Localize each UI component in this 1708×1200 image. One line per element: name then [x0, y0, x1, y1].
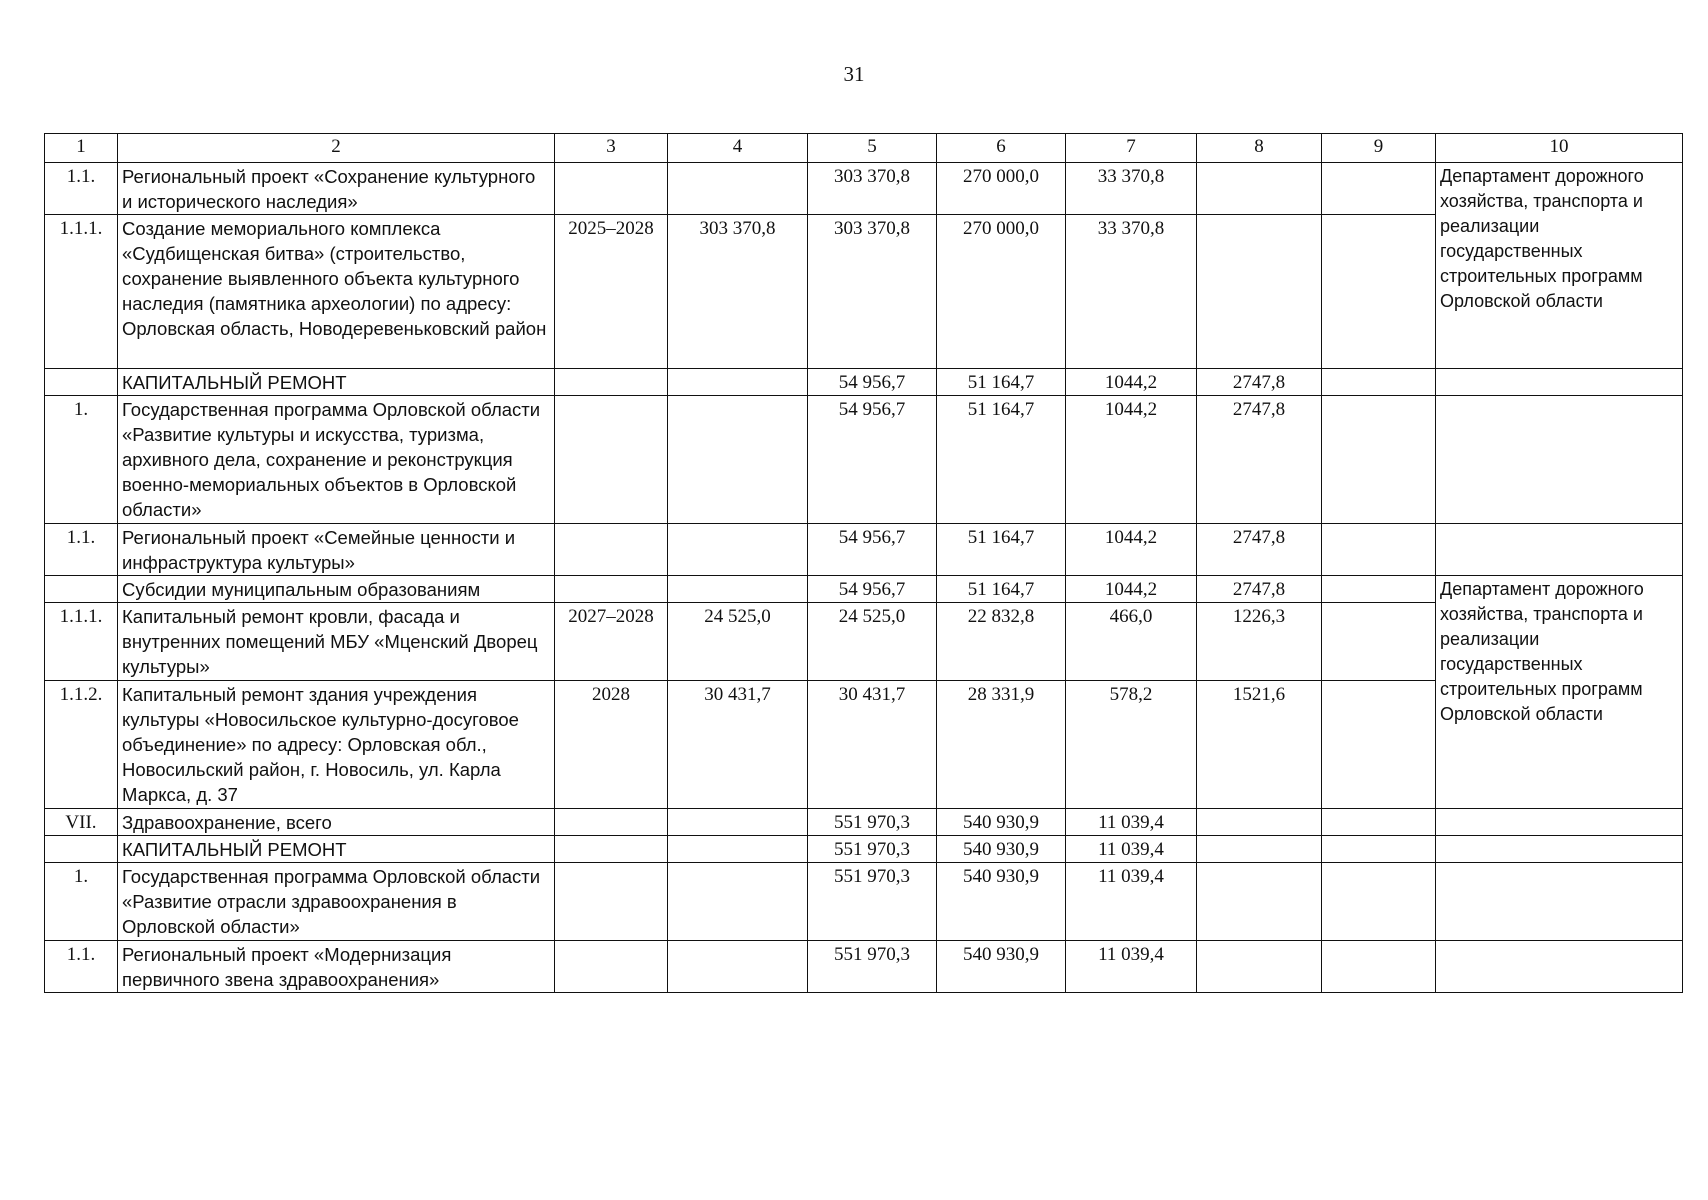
row-total: 54 956,7 [808, 396, 937, 524]
row-period [555, 524, 668, 576]
row-number: 1.1.1. [45, 215, 118, 369]
row-total: 54 956,7 [808, 369, 937, 396]
row-cost [668, 369, 808, 396]
table-row [45, 836, 1683, 863]
row-federal: 540 930,9 [937, 863, 1066, 941]
row-other [1322, 681, 1436, 809]
row-name: Региональный проект «Семейные ценности и инфраструктура культуры» [118, 524, 555, 576]
header-cell: 5 [808, 134, 937, 163]
header-cell: 8 [1197, 134, 1322, 163]
row-name: Капитальный ремонт кровли, фасада и внутренних помещений МБУ «Мценский Дворец культуры» [118, 603, 555, 681]
row-federal: 540 930,9 [937, 809, 1066, 836]
header-cell: 9 [1322, 134, 1436, 163]
row-regional: 11 039,4 [1066, 809, 1197, 836]
row-cost [668, 809, 808, 836]
row-name: Государственная программа Орловской области «Развитие культуры и искусства, туризма, архивного дела, сохранение и реконструкция военно-мемориальных объектов в Орловской области» [118, 396, 555, 524]
responsible-department [1436, 941, 1683, 993]
row-municipal [1197, 836, 1322, 863]
table-row [45, 576, 1683, 603]
row-number: 1.1. [45, 163, 118, 215]
row-cost [668, 576, 808, 603]
row-name: Региональный проект «Сохранение культурного и исторического наследия» [118, 163, 555, 215]
page-number: 31 [843, 62, 865, 86]
row-total: 30 431,7 [808, 681, 937, 809]
table-row [45, 524, 1683, 576]
row-number [45, 576, 118, 603]
row-period [555, 369, 668, 396]
row-regional: 1044,2 [1066, 524, 1197, 576]
row-other [1322, 369, 1436, 396]
row-cost: 24 525,0 [668, 603, 808, 681]
row-number: 1.1.1. [45, 603, 118, 681]
row-regional: 11 039,4 [1066, 836, 1197, 863]
row-municipal [1197, 941, 1322, 993]
row-municipal: 2747,8 [1197, 524, 1322, 576]
row-federal: 28 331,9 [937, 681, 1066, 809]
row-cost [668, 941, 808, 993]
responsible-department: Департамент дорожного хозяйства, транспорта и реализации государственных строительных программ Орловской области [1436, 163, 1683, 369]
row-total: 303 370,8 [808, 163, 937, 215]
row-federal: 51 164,7 [937, 576, 1066, 603]
row-regional: 33 370,8 [1066, 215, 1197, 369]
row-other [1322, 863, 1436, 941]
row-name: Государственная программа Орловской области «Развитие отрасли здравоохранения в Орловской области» [118, 863, 555, 941]
header-cell: 6 [937, 134, 1066, 163]
row-cost [668, 836, 808, 863]
row-federal: 22 832,8 [937, 603, 1066, 681]
row-total: 303 370,8 [808, 215, 937, 369]
table-row [45, 396, 1683, 524]
row-municipal [1197, 809, 1322, 836]
row-number: 1.1.2. [45, 681, 118, 809]
row-period: 2025–2028 [555, 215, 668, 369]
row-regional: 33 370,8 [1066, 163, 1197, 215]
table-header-row [45, 134, 1683, 163]
row-regional: 1044,2 [1066, 576, 1197, 603]
row-name: Субсидии муниципальным образованиям [118, 576, 555, 603]
row-period [555, 863, 668, 941]
row-cost [668, 524, 808, 576]
row-period [555, 576, 668, 603]
row-cost: 30 431,7 [668, 681, 808, 809]
row-other [1322, 603, 1436, 681]
row-number: 1. [45, 396, 118, 524]
row-other [1322, 576, 1436, 603]
responsible-department: Департамент дорожного хозяйства, транспорта и реализации государственных строительных программ Орловской области [1436, 576, 1683, 809]
row-total: 54 956,7 [808, 524, 937, 576]
row-regional: 11 039,4 [1066, 941, 1197, 993]
row-federal: 51 164,7 [937, 524, 1066, 576]
row-municipal: 1521,6 [1197, 681, 1322, 809]
row-other [1322, 941, 1436, 993]
row-municipal: 2747,8 [1197, 576, 1322, 603]
table-row [45, 863, 1683, 941]
row-regional: 1044,2 [1066, 369, 1197, 396]
header-cell: 1 [45, 134, 118, 163]
row-period [555, 396, 668, 524]
row-number [45, 369, 118, 396]
responsible-department [1436, 809, 1683, 836]
table-row [45, 369, 1683, 396]
row-total: 551 970,3 [808, 863, 937, 941]
row-name: Здравоохранение, всего [118, 809, 555, 836]
row-cost: 303 370,8 [668, 215, 808, 369]
row-period [555, 941, 668, 993]
row-other [1322, 215, 1436, 369]
row-name: Создание мемориального комплекса «Судбищенская битва» (строительство, сохранение выявленного объекта культурного наследия (памятника археологии) по адресу: Орловская область, Новодеревеньковский район [118, 215, 555, 369]
row-other [1322, 836, 1436, 863]
row-regional: 578,2 [1066, 681, 1197, 809]
table-row [45, 163, 1683, 215]
row-name: КАПИТАЛЬНЫЙ РЕМОНТ [118, 836, 555, 863]
row-other [1322, 396, 1436, 524]
header-cell: 2 [118, 134, 555, 163]
row-federal: 540 930,9 [937, 836, 1066, 863]
budget-table [44, 133, 1683, 993]
row-regional: 11 039,4 [1066, 863, 1197, 941]
row-cost [668, 163, 808, 215]
row-total: 551 970,3 [808, 809, 937, 836]
row-name: КАПИТАЛЬНЫЙ РЕМОНТ [118, 369, 555, 396]
row-period: 2027–2028 [555, 603, 668, 681]
row-period [555, 836, 668, 863]
responsible-department [1436, 836, 1683, 863]
responsible-department [1436, 524, 1683, 576]
header-cell: 3 [555, 134, 668, 163]
table-row [45, 941, 1683, 993]
row-municipal: 2747,8 [1197, 369, 1322, 396]
header-cell: 7 [1066, 134, 1197, 163]
responsible-department [1436, 396, 1683, 524]
header-cell: 10 [1436, 134, 1683, 163]
row-municipal [1197, 863, 1322, 941]
row-cost [668, 863, 808, 941]
row-federal: 540 930,9 [937, 941, 1066, 993]
row-municipal [1197, 163, 1322, 215]
row-number: VII. [45, 809, 118, 836]
row-total: 54 956,7 [808, 576, 937, 603]
row-period [555, 809, 668, 836]
table-row [45, 809, 1683, 836]
row-regional: 466,0 [1066, 603, 1197, 681]
header-cell: 4 [668, 134, 808, 163]
row-name: Региональный проект «Модернизация первичного звена здравоохранения» [118, 941, 555, 993]
row-other [1322, 163, 1436, 215]
row-federal: 51 164,7 [937, 396, 1066, 524]
row-municipal: 2747,8 [1197, 396, 1322, 524]
row-municipal: 1226,3 [1197, 603, 1322, 681]
row-number: 1.1. [45, 524, 118, 576]
row-total: 551 970,3 [808, 941, 937, 993]
row-municipal [1197, 215, 1322, 369]
responsible-department [1436, 863, 1683, 941]
row-number [45, 836, 118, 863]
row-period: 2028 [555, 681, 668, 809]
responsible-department [1436, 369, 1683, 396]
row-cost [668, 396, 808, 524]
row-name: Капитальный ремонт здания учреждения культуры «Новосильское культурно-досуговое объединение» по адресу: Орловская обл., Новосильский район, г. Новосиль, ул. Карла Маркса, д. 37 [118, 681, 555, 809]
row-number: 1.1. [45, 941, 118, 993]
row-period [555, 163, 668, 215]
row-total: 551 970,3 [808, 836, 937, 863]
row-federal: 270 000,0 [937, 215, 1066, 369]
row-number: 1. [45, 863, 118, 941]
row-other [1322, 524, 1436, 576]
row-total: 24 525,0 [808, 603, 937, 681]
row-federal: 270 000,0 [937, 163, 1066, 215]
row-federal: 51 164,7 [937, 369, 1066, 396]
row-regional: 1044,2 [1066, 396, 1197, 524]
row-other [1322, 809, 1436, 836]
